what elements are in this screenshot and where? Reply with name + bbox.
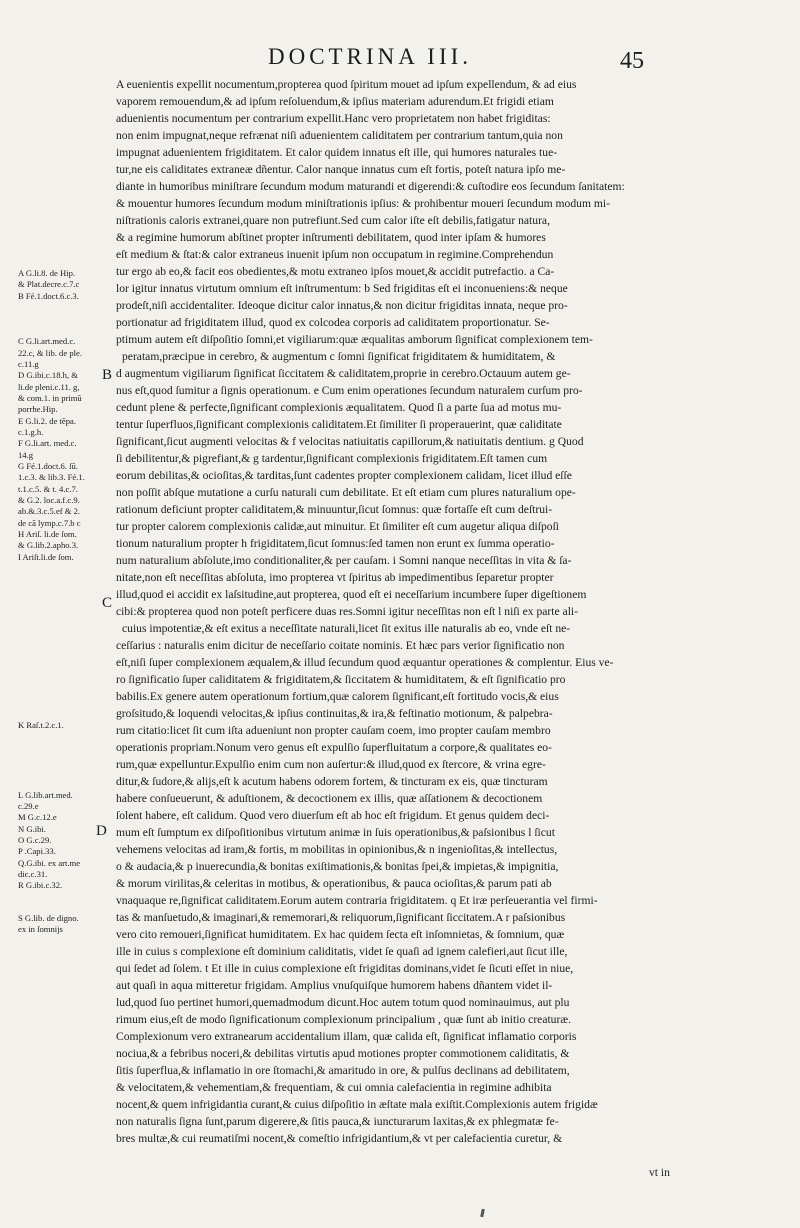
side-note: A G.li.8. de Hip.: [18, 268, 76, 278]
text-line: [116, 1148, 709, 1164]
text-line: nitate,non eſt neceſſitas abſoluta, imo propterea vt ſpiritus ab impedimentibus ſeparetur propter: [116, 571, 554, 584]
side-note: B Fé.1.doct.6.c.3.: [18, 291, 79, 301]
side-note: t.1.c.5. & t. 4.c.7.: [18, 484, 78, 494]
text-line: prodeſt,niſi accidentaliter. Ideoque dicitur calor innatus,& non dicitur frigiditas innata, neque pro-: [116, 299, 568, 312]
text-line: vehemens velocitas ad iram,& fortis, m mobilitas in opinionibus,& n ingenioſitas,& intellectus,: [116, 843, 558, 856]
side-note: M G.c.12.e: [18, 812, 57, 822]
text-line: ceſſarius : naturalis enim dicitur de neceſſario coitate nominis. Et hæc pars verior ſignificatio non: [116, 639, 565, 652]
text-line: non naturalis ſigna ſunt,parum digerere,& ſitis pauca,& iuncturarum laxitas,& ex phlegmatæ fe-: [116, 1115, 559, 1128]
page-number: 45: [620, 48, 644, 74]
text-line: mum eſt ſumptum ex diſpoſitionibus virtutum animæ in ſuis operationibus,& paſsionibus l ſicut: [116, 826, 555, 839]
text-line: & velocitatem,& vehementiam,& frequentiam, & cui omnia calefacientia in regimine adhibita: [116, 1081, 552, 1094]
side-note: C G.li.art.med.c.: [18, 336, 76, 346]
text-line: eſt medium & ſtat:& calor extraneus inuenit ipſum non occupatum in regimine.Comprehendun: [116, 248, 554, 261]
text-line: nus eſt,quod ſumitur a ſignis operationum. e Cum enim operationes ſecundum naturalem curſum pro-: [116, 384, 583, 397]
text-line: nociua,& a febribus noceri,& debilitas virtutis apud motiones propter commotionem caliditatis, &: [116, 1047, 570, 1060]
text-line: babilis.Ex genere autem operationum fortium,quæ calorem ſignificant,eſt fortitudo vocis,& eius: [116, 690, 559, 703]
text-line: qui ſedet ad ſolem. t Et ille in cuius complexione eſt frigiditas dominans,videt ſe ſicuti eſſet in niue,: [116, 962, 574, 975]
side-note: Q.G.ibi. ex art.me: [18, 858, 81, 868]
text-line: tur,ne eis caliditates extraneæ dñentur. Calor nanque innatus cum eſt fortis, poteſt natura ipſo me-: [116, 163, 566, 176]
text-line: vnaquaque re,ſignificat caliditatem.Eorum autem contraria frigiditatem. q Et iræ perſeuerantia vel firmi-: [116, 894, 598, 907]
text-line: d augmentum vigiliarum ſignificat ſiccitatem & caliditatem,proprie in cerebro.Octauum autem ge-: [116, 367, 571, 380]
text-line: tas & manſuetudo,& imaginari,& rememorari,& reliquorum,ſignificant ſiccitatem.A r paſsionibus: [116, 911, 566, 924]
text-line: ptimum autem eſt diſpoſitio ſomni,et vigiliarum:quæ æqualitas amborum ſignificat complexionem tem-: [116, 333, 593, 346]
side-note: R G.ibi.c.32.: [18, 880, 63, 890]
text-line: lud,quod ſuo pertinet humori,quemadmodum dicunt.Hoc autem totum quod nominauimus, aut plu: [116, 996, 570, 1009]
text-line: tionum naturalium propter h frigiditatem,ſicut ſomnus:ſed tamen non erunt ex ſumma operatio-: [116, 537, 555, 550]
text-line: portionatur ad frigiditatem illud, quod ex colcodea corporis ad caliditatem proportionatur. Se-: [116, 316, 550, 329]
catchword: vt in: [649, 1166, 670, 1179]
side-note: ex in ſomnijs: [18, 924, 63, 934]
text-line: operationis propriam.Nonum vero genus eſt expulſio ſuperfluitatum a corpore,& qualitates eo-: [116, 741, 552, 754]
margin-marker: D: [96, 823, 107, 839]
text-line: ſignificant,ſicut augmenti velocitas & f velocitas natiuitatis capillorum,& natiuitatis dentium. g Quod: [116, 435, 584, 448]
text-line: tentur ſuperfluos,ſignificant complexionis caliditatem.Et ſimiliter ſi properauerint, quæ caliditate: [116, 418, 562, 431]
side-note: & com.1. in primũ: [18, 393, 82, 403]
text-line: A euenientis expellit nocumentum,propterea quod ſpiritum mouet ad ipſum expellendum, & ad eius: [116, 78, 577, 91]
ink-fleck: [480, 1209, 485, 1217]
text-line: rationum deficiunt propter caliditatem,& minuuntur,ſicut ſomnus: quæ fortaſſe eſt cum deſtrui-: [116, 503, 553, 516]
side-note: N G.ibi.: [18, 824, 46, 834]
side-note: dic.c.31.: [18, 869, 48, 879]
side-note: 1.c.3. & lib.3. Fé.1.: [18, 472, 85, 482]
side-note: li.de pleni.c.11. g,: [18, 382, 80, 392]
text-line: vero cito remoueri,ſignificat humiditatem. Ex hac quidem ſecta eſt inſomnietas, & ſomnium, quæ: [116, 928, 565, 941]
text-line: lor igitur innatus virtutum omnium eſt inſtrumentum: b Sed frigiditas eſt ei inconueniens:& neque: [116, 282, 568, 295]
text-line: tur propter calorem complexionis calidæ,aut minuitur. Et ſimiliter eſt cum augetur aliqua diſpoſi: [116, 520, 560, 533]
text-line: vaporem remouendum,& ad ipſum reſoluendum,& ipſius materiam adurendum.Et frigidi etiam: [116, 95, 554, 108]
side-note: c.29.e: [18, 801, 39, 811]
text-line: rum,quæ expelluntur.Expulſio enim cum non auſertur:& illud,quod ex ſtercore, & vrina egre-: [116, 758, 546, 771]
text-line: aut quaſi in aqua mitteretur frigidam. Amplius vnuſquiſque humorem habens dñantem videt il-: [116, 979, 553, 992]
text-line: cibi:& propterea quod non poteſt perficere duas res.Somni igitur neceſſitas non eſt l niſi ex parte ali-: [116, 605, 579, 618]
text-line: ditur,& ſudore,& alijs,eſt k acutum habens odorem fortem, & tincturam ex eis, quæ tincturam: [116, 775, 548, 788]
text-line: groſsitudo,& loquendi velocitas,& ipſius continuitas,& ira,& feſtinatio motionum, & palpebra-: [116, 707, 553, 720]
side-note: F G.li.art. med.c.: [18, 438, 77, 448]
text-line: cuius impotentiæ,& eſt exitus a neceſſitate naturali,licet ſit exitus ille naturalis ab eo, vnde eſt ne-: [122, 622, 571, 635]
text-line: ſi debilitentur,& pigrefiant,& g tardentur,ſignificant complexionis frigiditatem.Eſt tamen cum: [116, 452, 548, 465]
side-note: D G.ibi.c.18.h, &: [18, 370, 78, 380]
margin-marker: C: [102, 595, 113, 611]
text-line: impugnat aduenientem frigiditatem. Et calor quidem innatus eſt ille, qui humores naturales tue-: [116, 146, 558, 159]
side-note: & Plat.decre.c.7.c: [18, 279, 80, 289]
side-note: porrhe.Hip.: [18, 404, 58, 414]
text-line: ſitis ſuperflua,& inflamatio in ore ſtomachi,& amaritudo in ore, & pulſus declinans ad debilitatem,: [116, 1064, 570, 1077]
text-line: non poſſit abſque mutatione a curſu naturali cum debilitate. Et eſt etiam cum plures naturalium ope-: [116, 486, 576, 499]
side-note: O G.c.29.: [18, 835, 52, 845]
side-note: de cã lymp.c.7.b c: [18, 518, 81, 528]
text-line: ille in cuius s complexione eſt dominium caliditatis, videt ſe quaſi ad ignem calefieri,aut ſicut ille,: [116, 945, 568, 958]
text-line: o & audacia,& p inuerecundia,& bonitas exiſtimationis,& bonitas ſpei,& impietas,& impignitia,: [116, 860, 559, 873]
text-line: rum citatio:licet ſit cum iſta adueniunt non propter cauſam coem, imo propter cauſam membro: [116, 724, 551, 737]
text-line: niſtrationis caloris extranei,quare non putrefiunt.Sed cum calor iſte eſt debilis,fatigatur natura,: [116, 214, 550, 227]
text-line: eſt,niſi ſuper complexionem æqualem,& illud ſecundum quod æquantur operationes & complentur. Eius ve-: [116, 656, 614, 669]
text-line: nocent,& quem infrigidantia curant,& cuius diſpoſitio in æſtate mala exiſtit.Complexionis autem frigidæ: [116, 1098, 598, 1111]
text-line: aduenientis nocumentum per contrarium expellit.Hanc vero proprietatem non habet frigiditas:: [116, 112, 551, 125]
side-note: L G.lib.art.med.: [18, 790, 73, 800]
side-note: H Ariſ. li.de ſom.: [18, 529, 77, 539]
text-line: tur ergo ab eo,& facit eos obedientes,& motu extraneo ipſos mouet,& accidit putrefactio. a Ca-: [116, 265, 555, 278]
text-line: ſolent habere, eſt calidum. Quod vero diuerſum eſt ab hoc eſt frigidum. Et genus quidem deci-: [116, 809, 550, 822]
side-note: S G.lib. de digno.: [18, 913, 79, 923]
side-note: ab.&.3.c.5.ef & 2.: [18, 506, 81, 516]
side-note: & G.2. loc.a.f.c.9.: [18, 495, 80, 505]
text-line: diante in humoribus miniſtrare ſecundum modum maturandi et digerendi:& cuſtodire eos ſecundum ſanitatem:: [116, 180, 625, 193]
text-line: & mouentur humores ſecundum modum miniſtrationis ipſius: & prohibentur moueri ſecundum modum mi-: [116, 197, 610, 210]
margin-marker: B: [102, 367, 113, 383]
text-line: non enim impugnat,neque refrænat niſi aduenientem caliditatem per contrarium tantum,quia non: [116, 129, 563, 142]
side-note: E G.li.2. de tẽpa.: [18, 416, 76, 426]
text-line: habere conſueuerunt, & aduſtionem, & decoctionem ex illis, quæ aſſationem & decoctionem: [116, 792, 543, 805]
side-note: G Fé.1.doct.6. ſũ.: [18, 461, 78, 471]
text-line: rimum eius,eſt de modo ſignificationum complexionum principalium , quæ ſunt ab initio creaturæ.: [116, 1013, 571, 1026]
text-line: num naturalium abſolute,imo conditionaliter,& per cauſam. i Somni nanque neceſſitas in vita & ſa-: [116, 554, 572, 567]
running-title: DOCTRINA III.: [268, 44, 473, 69]
side-note: 14.g: [18, 450, 34, 460]
text-line: eorum debilitas,& ocioſitas,& tarditas,ſunt cadentes propter complexionem calidam, licet illud eſſe: [116, 469, 572, 482]
text-line: & morum virilitas,& celeritas in motibus, & operationibus, & pauca ocioſitas,& parum pati ab: [116, 877, 552, 890]
text-line: peratam,præcipue in cerebro, & augmentum c ſomni ſignificat frigiditatem & humiditatem, &: [122, 350, 556, 363]
text-line: illud,quod ei accidit ex laſsitudine,aut propterea, quod eſt ei neceſſarium incumbere ſuper digeſtionem: [116, 588, 587, 601]
side-note: P .Capi.33.: [18, 846, 56, 856]
side-note: c.11.g: [18, 359, 39, 369]
side-note: & G.lib.2.apho.3.: [18, 540, 79, 550]
side-note: K Raſ.t.2.c.1.: [18, 720, 64, 730]
text-line: ro ſignificatio ſuper caliditatem & frigiditatem,& ſiccitatem & humiditatem, & eſt ſignificatio pro: [116, 673, 566, 686]
text-line: cedunt plene & perfecte,ſignificant complexionis æqualitatem. Quod ſi a parte ſua ad motus mu-: [116, 401, 562, 414]
side-note: I Ariſt.li.de ſom.: [18, 552, 74, 562]
side-note: 22.c, & lib. de ple.: [18, 348, 82, 358]
text-line: Complexionum vero extranearum accidentalium illam, quæ calida eſt, ſignificat inflamatio corporis: [116, 1030, 577, 1043]
side-note: c.1.g.h.: [18, 427, 44, 437]
text-line: bres multæ,& cui reumatiſmi nocent,& comeſtio infrigidantium,& vt per calefacientia curetur, &: [116, 1132, 563, 1145]
text-line: & a regimine humorum abſtinet propter inſtrumenti debilitatem, quod inter ipſam & humores: [116, 231, 546, 244]
